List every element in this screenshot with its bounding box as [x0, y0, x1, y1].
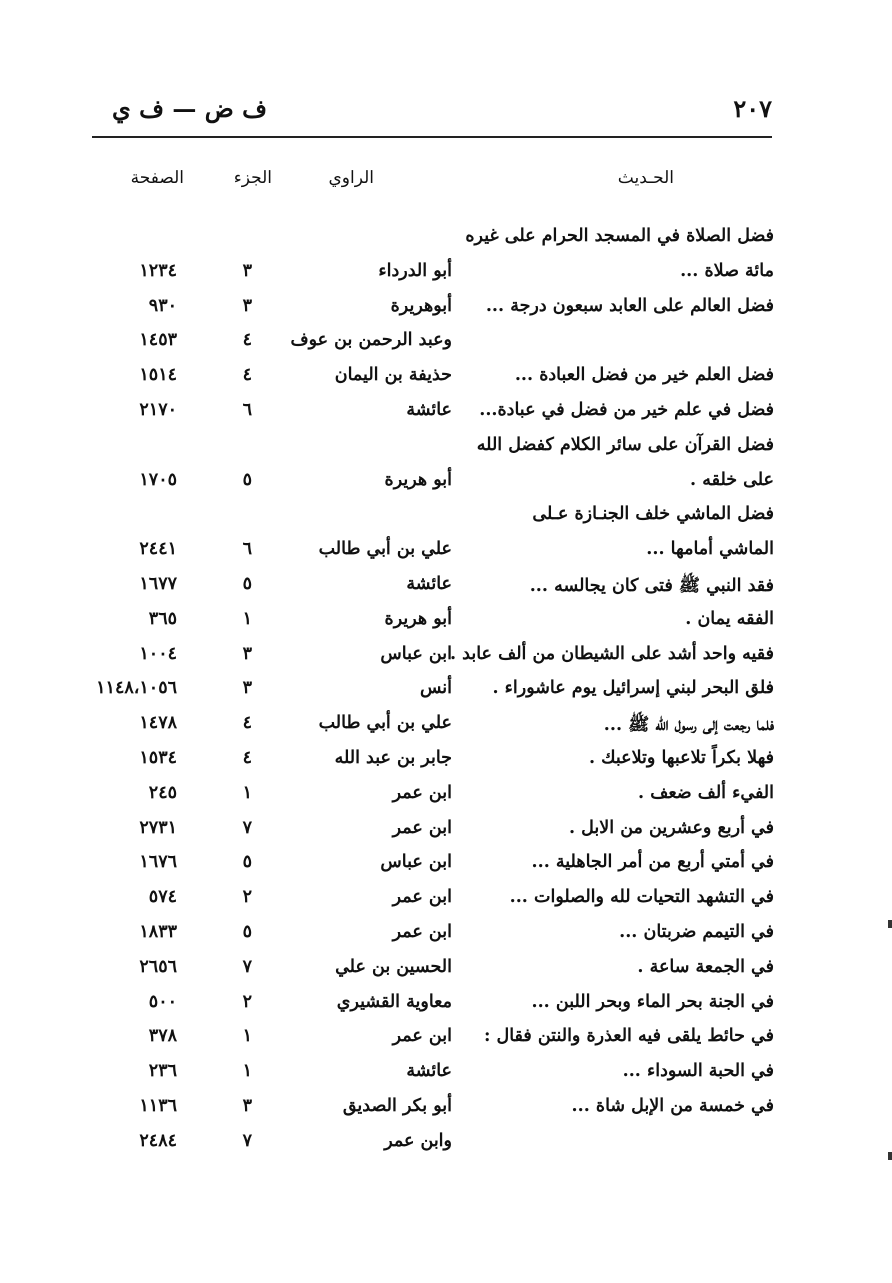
margin-mark — [888, 1152, 892, 1160]
page-reference: ١٢٣٤ — [139, 260, 177, 281]
volume-number: ٤ — [242, 365, 252, 386]
narrator-name: ابن عمر — [392, 887, 452, 908]
narrator-name: أبو هريرة — [384, 469, 452, 490]
volume-number: ٦ — [242, 399, 252, 420]
hadith-text: في حائط يلقى فيه العذرة والنتن فقال : — [483, 1026, 774, 1047]
hadith-text: فقد النبي ﷺ فتى كان يجالسه ... — [529, 575, 774, 596]
hadith-text: في أربع وعشرين من الابل . — [568, 817, 774, 838]
volume-number: ٥ — [242, 852, 252, 873]
hadith-text: فضل في علم خير من فضل في عبادة... — [479, 399, 774, 420]
volume-number: ٢ — [242, 887, 252, 908]
page-reference: ٣٧٨ — [148, 1026, 177, 1047]
volume-number: ٧ — [242, 956, 252, 977]
table-row — [0, 359, 892, 394]
hadith-text: فهلا بكراً تلاعبها وتلاعبك . — [588, 747, 774, 768]
column-header-hadith: الحـديث — [617, 168, 674, 188]
narrator-name: عائشة — [406, 1061, 452, 1082]
volume-number: ٣ — [242, 643, 252, 664]
hadith-text: فلما رجعت إلى رسول الله ﷺ ... — [603, 715, 774, 736]
page-reference: ٢٣٦ — [148, 1061, 177, 1082]
hadith-text: فضل القرآن على سائر الكلام كفضل الله — [476, 434, 774, 455]
table-row — [0, 986, 892, 1021]
table-row — [0, 672, 892, 707]
table-row — [0, 324, 892, 359]
table-row — [0, 812, 892, 847]
volume-number: ٧ — [242, 817, 252, 838]
volume-number: ٥ — [242, 921, 252, 942]
hadith-text: في التيمم ضربتان ... — [619, 921, 774, 942]
page-reference: ٢٦٥٦ — [139, 956, 177, 977]
hadith-text: فضل العلم خير من فضل العبادة ... — [514, 365, 774, 386]
page-reference: ٢٤٥ — [148, 782, 177, 803]
table-row — [0, 638, 892, 673]
table-row — [0, 742, 892, 777]
narrator-name: وعبد الرحمن بن عوف — [290, 330, 452, 351]
table-row — [0, 603, 892, 638]
narrator-name: ابن عمر — [392, 782, 452, 803]
page-reference: ١١٤٨،١٠٥٦ — [96, 678, 177, 699]
table-row — [0, 394, 892, 429]
table-row — [0, 846, 892, 881]
table-row — [0, 707, 892, 742]
index-table — [0, 220, 892, 1160]
narrator-name: ابن عمر — [392, 921, 452, 942]
narrator-name: أنس — [419, 678, 452, 699]
column-headers — [0, 168, 892, 198]
narrator-name: ابن عباس — [380, 643, 452, 664]
table-row — [0, 881, 892, 916]
volume-number: ٥ — [242, 469, 252, 490]
volume-number: ٧ — [242, 1130, 252, 1151]
narrator-name: علي بن أبي طالب — [318, 713, 452, 734]
table-row — [0, 1020, 892, 1055]
page-reference: ١٨٣٣ — [139, 921, 177, 942]
hadith-text: فضل العالم على العابد سبعون درجة ... — [485, 295, 774, 316]
hadith-text: في أمتي أربع من أمر الجاهلية ... — [531, 852, 774, 873]
table-row — [0, 498, 892, 533]
page-reference: ١٦٧٦ — [139, 852, 177, 873]
page-reference: ٩٣٠ — [148, 295, 177, 316]
page-reference: ٢٤٨٤ — [139, 1130, 177, 1151]
page-reference: ١٦٧٧ — [139, 573, 177, 594]
volume-number: ١ — [242, 1026, 252, 1047]
header-rule — [92, 136, 772, 138]
narrator-name: أبوهريرة — [390, 295, 452, 316]
volume-number: ٥ — [242, 573, 252, 594]
page-reference: ١٠٠٤ — [139, 643, 177, 664]
page-reference: ١٤٥٣ — [139, 330, 177, 351]
narrator-name: حذيفة بن اليمان — [334, 365, 452, 386]
volume-number: ١ — [242, 608, 252, 629]
volume-number: ٤ — [242, 713, 252, 734]
hadith-text: على خلقه . — [690, 469, 774, 490]
hadith-text: فضل الصلاة في المسجد الحرام على غيره — [465, 226, 774, 246]
hadith-text: الماشي أمامها ... — [646, 539, 774, 560]
page-reference: ٣٦٥ — [148, 608, 177, 629]
running-title: ف ض — ف ي — [112, 94, 267, 123]
volume-number: ٢ — [242, 991, 252, 1012]
table-row — [0, 429, 892, 464]
narrator-name: جابر بن عبد الله — [334, 747, 452, 768]
volume-number: ٤ — [242, 330, 252, 351]
volume-number: ٣ — [242, 260, 252, 281]
margin-mark — [888, 920, 892, 928]
volume-number: ٦ — [242, 539, 252, 560]
narrator-name: عائشة — [406, 399, 452, 420]
narrator-name: أبو بكر الصديق — [342, 1095, 452, 1116]
page-reference: ٥٧٤ — [148, 887, 177, 908]
narrator-name: عائشة — [406, 573, 452, 594]
page-header — [90, 94, 772, 134]
table-row — [0, 1090, 892, 1125]
page-reference: ١٥٣٤ — [139, 747, 177, 768]
page-reference: ٢١٧٠ — [139, 399, 177, 420]
page-reference: ٢٧٣١ — [139, 817, 177, 838]
page-reference: ١٥١٤ — [139, 365, 177, 386]
volume-number: ٣ — [242, 295, 252, 316]
narrator-name: أبو الدرداء — [378, 260, 452, 281]
volume-number: ١ — [242, 1061, 252, 1082]
narrator-name: الحسين بن علي — [335, 956, 452, 977]
hadith-text: الفقه يمان . — [685, 608, 774, 629]
hadith-text: فقيه واحد أشد على الشيطان من ألف عابد . — [449, 643, 774, 664]
page-reference: ٥٠٠ — [148, 991, 177, 1012]
table-row — [0, 568, 892, 603]
page-reference: ١٧٠٥ — [139, 469, 177, 490]
column-header-volume: الجزء — [233, 168, 272, 188]
page-reference: ١٤٧٨ — [139, 713, 177, 734]
table-row — [0, 220, 892, 255]
table-row — [0, 777, 892, 812]
narrator-name: أبو هريرة — [384, 608, 452, 629]
hadith-text: مائة صلاة ... — [680, 260, 774, 281]
table-row — [0, 1055, 892, 1090]
narrator-name: علي بن أبي طالب — [318, 539, 452, 560]
table-row — [0, 290, 892, 325]
narrator-name: وابن عمر — [384, 1130, 452, 1151]
narrator-name: ابن عباس — [380, 852, 452, 873]
hadith-text: في التشهد التحيات لله والصلوات ... — [509, 887, 774, 908]
page-reference: ٢٤٤١ — [139, 539, 177, 560]
column-header-narrator: الراوي — [328, 168, 374, 188]
table-row — [0, 1125, 892, 1160]
hadith-text: في الحبة السوداء ... — [622, 1061, 774, 1082]
volume-number: ٣ — [242, 1095, 252, 1116]
narrator-name: ابن عمر — [392, 1026, 452, 1047]
table-row — [0, 916, 892, 951]
volume-number: ٤ — [242, 747, 252, 768]
hadith-text: فضل الماشي خلف الجنـازة عـلى — [532, 504, 774, 525]
table-row — [0, 255, 892, 290]
table-row — [0, 951, 892, 986]
hadith-text: في الجمعة ساعة . — [637, 956, 774, 977]
volume-number: ١ — [242, 782, 252, 803]
page-reference: ١١٣٦ — [139, 1095, 177, 1116]
hadith-text: في خمسة من الإبل شاة ... — [571, 1095, 774, 1116]
column-header-page: الصفحة — [130, 168, 184, 188]
table-row — [0, 464, 892, 499]
narrator-name: معاوية القشيري — [336, 991, 452, 1012]
hadith-text: فلق البحر لبني إسرائيل يوم عاشوراء . — [492, 678, 774, 699]
volume-number: ٣ — [242, 678, 252, 699]
table-row — [0, 533, 892, 568]
page-number: ٢٠٧ — [733, 94, 772, 123]
hadith-text: الفيء ألف ضعف . — [638, 782, 774, 803]
hadith-text: في الجنة بحر الماء وبحر اللبن ... — [531, 991, 774, 1012]
narrator-name: ابن عمر — [392, 817, 452, 838]
